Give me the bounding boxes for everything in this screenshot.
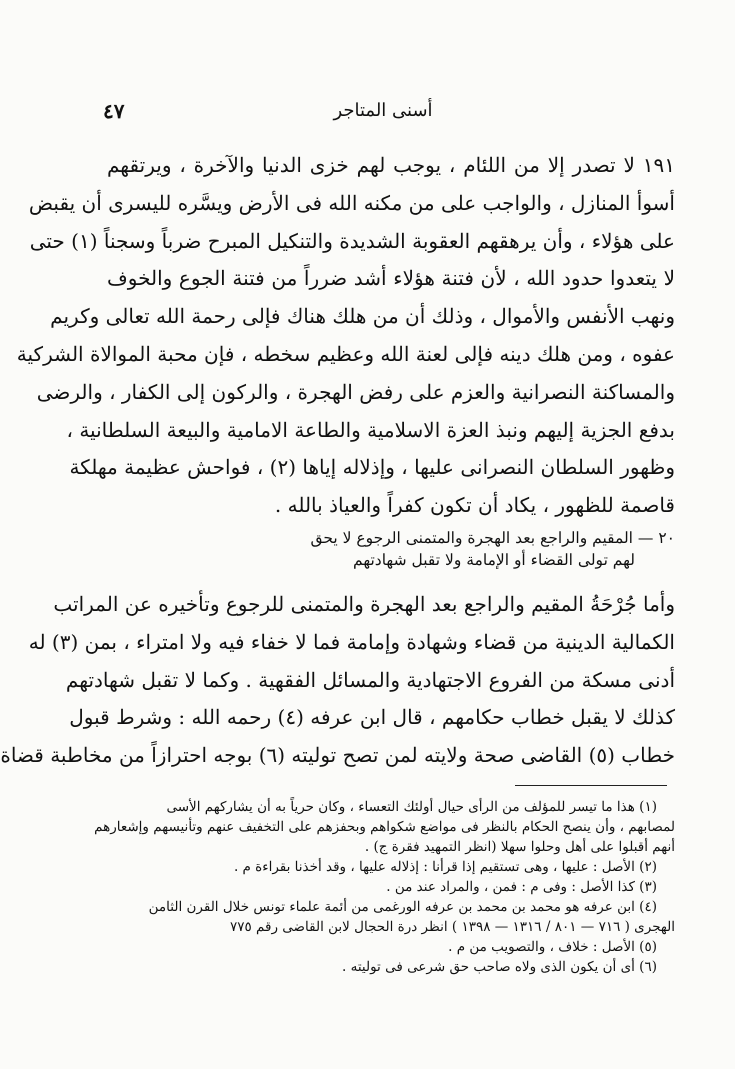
footnote-line: (٢) الأصل : عليها ، وهى تستقيم إذا قرأنا : إذلاله عليها ، وقد أخذنا بقراءة م . <box>233 859 657 875</box>
section-heading <box>203 527 675 571</box>
running-title: أسنى المتاجر <box>333 100 433 121</box>
section-heading-line: ٢٠ — المقيم والراجع بعد الهجرة والمتمنى الرجوع لا يحق <box>310 529 675 547</box>
footnote-separator <box>515 785 667 786</box>
footnote-line: (٤) ابن عرفه هو محمد بن محمد بن عرفه الورغمى من أئمة علماء تونس خلال القرن الثامن <box>148 899 657 915</box>
footnote-line: (١) هذا ما تيسر للمؤلف من الرأى حيال أولئك التعساء ، وكان حرياً به أن يشاركهم الأسى <box>166 799 657 815</box>
page-number: ٤٧ <box>103 99 125 123</box>
text-line: ونهب الأنفس والأموال ، وذلك أن من هلك هناك فإلى رحمة الله تعالى وكريم <box>50 304 675 329</box>
text-line: عفوه ، ومن هلك دينه فإلى لعنة الله وعظيم سخطه ، فإن محبة الموالاة الشركية <box>16 341 675 366</box>
footnote-line: (٦) أى أن يكون الذى ولاه صاحب حق شرعى فى توليته . <box>342 959 657 975</box>
section-heading-line: لهم تولى القضاء أو الإمامة ولا تقبل شهادتهم <box>353 551 635 569</box>
text-line: أدنى مسكة من الفروع الاجتهادية والمسائل الفقهية . وكما لا تقبل شهادتهم <box>65 667 675 692</box>
footnotes <box>95 797 675 977</box>
text-line: كذلك لا يقبل خطاب حكامهم ، قال ابن عرفه (٤) رحمه الله : وشرط قبول <box>69 705 675 730</box>
text-line: الكمالية الدينية من قضاء وشهادة وإمامة فما لا خفاء فيه ولا امتراء ، بمن (٣) له <box>28 629 675 654</box>
text-line: خطاب (٥) القاضى صحة ولايته لمن تصح توليته (٦) بوجه احترازاً من مخاطبة قضاة <box>0 743 675 768</box>
text-line: وأما جُرْحَةُ المقيم والراجع بعد الهجرة والمتمنى للرجوع وتأخيره عن المراتب <box>53 592 675 616</box>
text-line: ١٩١ لا تصدر إلا من اللئام ، يوجب لهم خزى الدنيا والآخرة ، ويرتقهم <box>107 153 675 177</box>
text-line: والمساكنة النصرانية والعزم على رفض الهجرة ، والركون إلى الكفار ، والرضى <box>36 379 675 404</box>
paragraph-1 <box>16 147 675 525</box>
text-line: على هؤلاء ، وأن يرهقهم العقوبة الشديدة والتنكيل المبرح ضرباً وسجناً (١) حتى <box>29 228 675 253</box>
footnote-line: أنهم أقبلوا على أهل وحلوا سهلا (انظر التمهيد فقرة ج) . <box>364 839 675 855</box>
footnote-line: (٥) الأصل : خلاف ، والتصويب من م . <box>448 939 657 955</box>
text-line: قاصمة للظهور ، يكاد أن تكون كفراً والعياذ بالله . <box>274 493 675 518</box>
text-line: وظهور السلطان النصرانى عليها ، وإذلاله إياها (٢) ، فواحش عظيمة مهلكة <box>69 455 675 480</box>
text-line: بدفع الجزية إليهم ونبذ العزة الاسلامية والطاعة الامامية والبيعة السلطانية ، <box>66 417 675 442</box>
text-line: لا يتعدوا حدود الله ، لأن فتنة هؤلاء أشد ضرراً من فتنة الجوع والخوف <box>107 266 675 291</box>
paragraph-2 <box>0 586 675 775</box>
footnote-line: الهجرى ( ٧١٦ — ٨٠١ / ١٣١٦ — ١٣٩٨ ) انظر درة الحجال لابن القاضى رقم ٧٧٥ <box>230 919 675 935</box>
text-line: أسوأ المنازل ، والواجب على من مكنه الله فى الأرض ويسَّره لليسرى أن يقبض <box>28 190 675 215</box>
footnote-line: (٣) كذا الأصل : وفى م : فمن ، والمراد عند من . <box>386 879 657 895</box>
page-header <box>103 96 663 126</box>
footnote-line: لمصابهم ، وأن ينصح الحكام بالنظر فى مواضع شكواهم وبحفزهم على التخفيف عنهم وتأنيسهم وإشعارهم <box>94 819 675 835</box>
